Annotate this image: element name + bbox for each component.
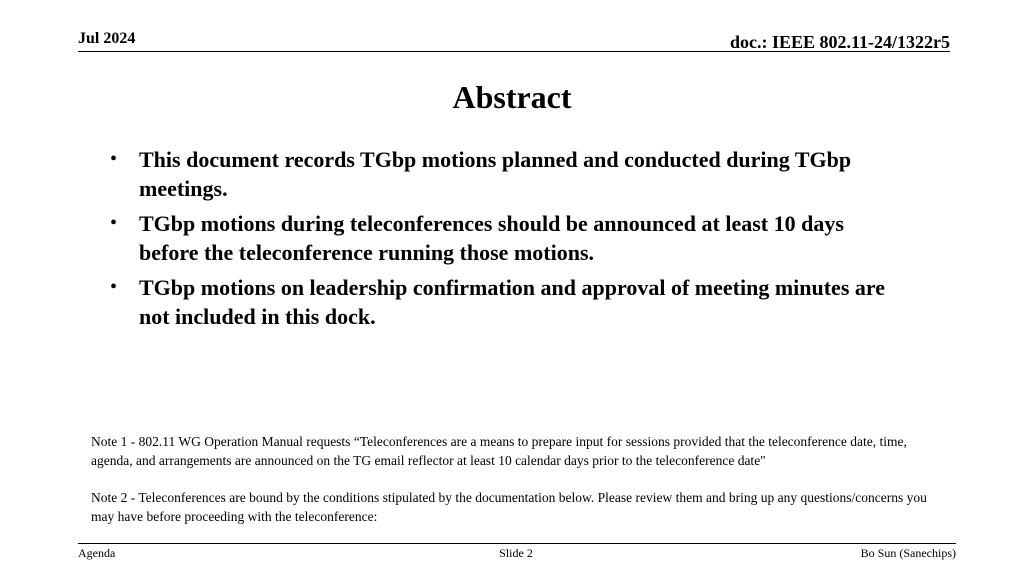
bullet-item: [110, 273, 900, 331]
bullet-text: TGbp motions on leadership confirmation and approval of meeting minutes are not included in this dock.: [139, 275, 886, 329]
footer-author: Bo Sun (Sanechips): [860, 546, 956, 560]
header-divider: [78, 51, 950, 52]
footer-left: Agenda: [78, 546, 116, 560]
bullet-icon: •: [110, 148, 118, 170]
bullet-icon: •: [110, 212, 118, 234]
bullet-text: This document records TGbp motions planned and conducted during TGbp meetings.: [139, 147, 852, 201]
note-1: Note 1 - 802.11 WG Operation Manual requests “Teleconferences are a means to prepare input for sessions provided that the teleconference date, time, agenda, and arrangements are announced on the TG email reflector at least 10 calendar days prior to the teleconference date": [91, 434, 907, 468]
footer-divider: [78, 543, 956, 544]
slide-title: Abstract: [452, 79, 572, 115]
bullet-list: [110, 145, 900, 337]
footer-slide-number: Slide 2: [499, 546, 533, 560]
header-doc-id: doc.: IEEE 802.11-24/1322r5: [729, 32, 950, 52]
bullet-item: [110, 145, 900, 203]
bullet-item: [110, 209, 900, 267]
header-date: Jul 2024: [78, 30, 136, 47]
bullet-icon: •: [110, 276, 118, 298]
notes-section: [91, 432, 951, 544]
bullet-text: TGbp motions during teleconferences should be announced at least 10 days before the teleconference running those motions.: [139, 211, 844, 265]
note-2: Note 2 - Teleconferences are bound by the conditions stipulated by the documentation below. Please review them and bring up any questions/concerns you may have before proceeding with the teleconference:: [91, 490, 927, 524]
